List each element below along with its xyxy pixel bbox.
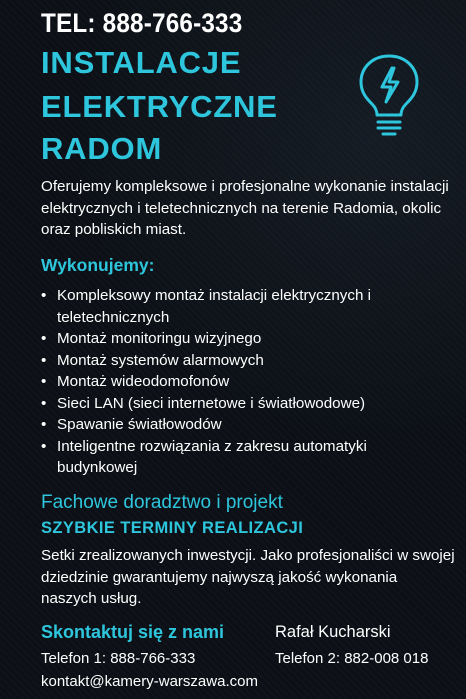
contact-person: Rafał Kucharski <box>275 623 391 641</box>
list-item: • Montaż monitoringu wizyjnego <box>41 328 451 350</box>
services-heading: Wykonujemy: <box>41 255 155 275</box>
title-line-2: ELEKTRYCZNE <box>41 89 278 124</box>
lightbulb-bolt-icon <box>356 52 422 136</box>
list-item: • Spawanie światłowodów <box>41 414 451 436</box>
intro-text: Oferujemy kompleksowe i profesjonalne wykonanie instalacji elektrycznych i teletechnicznych na terenie Radomia, okolic oraz pobliskich miast. <box>41 178 449 238</box>
services-list <box>41 285 451 479</box>
list-item: • Sieci LAN (sieci internetowe i światłowodowe) <box>41 393 451 415</box>
phone-2[interactable]: Telefon 2: 882-008 018 <box>275 650 429 667</box>
advice-heading: Fachowe doradztwo i projekt <box>41 492 283 513</box>
title-line-1: INSTALACJE <box>41 45 242 80</box>
list-item: • Montaż wideodomofonów <box>41 371 451 393</box>
list-item: • Inteligentne rozwiązania z zakresu automatyki budynkowej <box>41 436 451 479</box>
title-line-3: RADOM <box>41 131 163 166</box>
list-item: • Montaż systemów alarmowych <box>41 350 451 372</box>
contact-heading: Skontaktuj się z nami <box>41 622 225 642</box>
fast-terms-heading: SZYBKIE TERMINY REALIZACJI <box>41 519 304 537</box>
advice-text: Setki zrealizowanych inwestycji. Jako profesjonaliści w swojej dziedzinie gwarantujemy najwyszą jakość wykonania naszych usług. <box>41 547 455 607</box>
phone-1[interactable]: Telefon 1: 888-766-333 <box>41 650 196 667</box>
email-link[interactable]: kontakt@kamery-warszawa.com <box>41 673 258 690</box>
phone-number-header: TEL: 888-766-333 <box>41 8 243 38</box>
list-item: • Kompleksowy montaż instalacji elektrycznych i teletechnicznych <box>41 285 451 328</box>
